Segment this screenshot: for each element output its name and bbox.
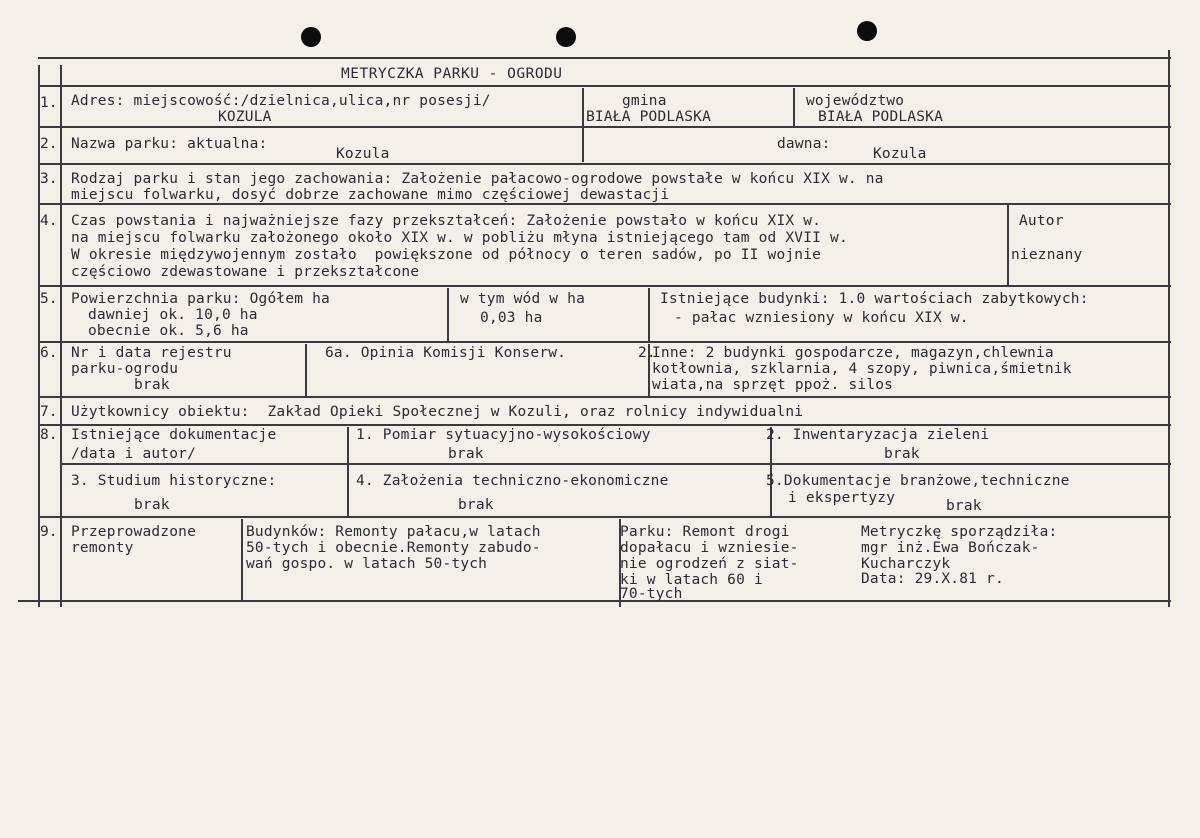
- building-renovations-line-2: 50-tych i obecnie.Remonty zabudo-: [246, 540, 541, 556]
- divider-r4: [1007, 205, 1009, 285]
- rule-bottom: [18, 600, 1171, 602]
- other-buildings-number: 2.: [638, 345, 656, 361]
- divider-r1-b: [793, 88, 795, 126]
- former-name-value: Kozula: [873, 146, 927, 162]
- area-former-value: dawniej ok. 10,0 ha: [88, 307, 258, 323]
- row-number-5: 5.: [40, 291, 58, 307]
- other-buildings-line-2: kotłownia, szklarnia, 4 szopy, piwnica,śmietnik: [652, 361, 1072, 377]
- register-value: brak: [134, 377, 170, 393]
- row-number-4: 4.: [40, 213, 58, 229]
- history-line-4: częściowo zdewastowane i przekształcone: [71, 264, 420, 280]
- voivodeship-value: BIAŁA PODLASKA: [818, 109, 944, 125]
- row-number-3: 3.: [40, 171, 58, 187]
- tech-econ-label: 4. Założenia techniczno-ekonomiczne: [356, 473, 669, 489]
- buildings-value: - pałac wzniesiony w końcu XIX w.: [674, 310, 969, 326]
- history-line-2: na miejscu folwarku założonego około XIX w. w pobliżu młyna istniejącego tam od XVII w.: [71, 230, 848, 246]
- historical-study-label: 3. Studium historyczne:: [71, 473, 277, 489]
- voivodeship-label: województwo: [806, 93, 905, 109]
- border-right: [1168, 50, 1170, 607]
- branch-docs-label-2: i ekspertyzy: [788, 490, 896, 506]
- author-value: nieznany: [1011, 247, 1083, 263]
- divider-r1-a: [582, 88, 584, 162]
- row-number-9: 9.: [40, 524, 58, 540]
- address-label: Adres: miejscowość:/dzielnica,ulica,nr posesji/: [71, 93, 491, 109]
- row-number-1: 1.: [40, 95, 58, 111]
- survey-value: brak: [448, 446, 484, 462]
- branch-docs-value: brak: [946, 498, 982, 514]
- park-renovations-line-4: ki w latach 60 i: [620, 572, 763, 588]
- park-type-line-2: miejscu folwarku, dosyć dobrze zachowane mimo częściowej dewastacji: [71, 187, 670, 203]
- greenery-inventory-value: brak: [884, 446, 920, 462]
- renovations-label-1: Przeprowadzone: [71, 524, 197, 540]
- park-renovations-line-1: Parku: Remont drogi: [620, 524, 790, 540]
- other-buildings-line-1: Inne: 2 budynki gospodarcze, magazyn,chlewnia: [652, 345, 1054, 361]
- building-renovations-line-3: wań gospo. w latach 50-tych: [246, 556, 488, 572]
- row-number-2: 2.: [40, 136, 58, 152]
- divider-r5-b: [648, 288, 650, 341]
- buildings-label: Istniejące budynki: 1.0 wartościach zabytkowych:: [660, 291, 1089, 307]
- building-renovations-line-1: Budynków: Remonty pałacu,w latach: [246, 524, 541, 540]
- park-name-label: Nazwa parku: aktualna:: [71, 136, 268, 152]
- card-title: METRYCZKA PARKU - OGRODU: [341, 66, 563, 82]
- water-area-label: w tym wód w ha: [460, 291, 586, 307]
- area-label: Powierzchnia parku: Ogółem ha: [71, 291, 330, 307]
- punch-hole-right: [857, 21, 877, 41]
- divider-r9-a: [241, 519, 243, 600]
- rule-row6: [38, 396, 1171, 398]
- rule-top: [38, 57, 1171, 59]
- other-buildings-line-3: wiata,na sprzęt ppoż. silos: [652, 377, 894, 393]
- divider-r6-a: [305, 344, 307, 396]
- rule-row8-mid: [60, 463, 1171, 465]
- renovations-label-2: remonty: [71, 540, 134, 556]
- docs-label-1: Istniejące dokumentacje: [71, 427, 277, 443]
- survey-label: 1. Pomiar sytuacyjno-wysokościowy: [356, 427, 651, 443]
- former-name-label: dawna:: [777, 136, 831, 152]
- park-name-value: Kozula: [336, 146, 390, 162]
- greenery-inventory-label: 2. Inwentaryzacja zieleni: [766, 427, 990, 443]
- rule-row2: [38, 163, 1171, 165]
- prepared-by-name-2: Kucharczyk: [861, 556, 951, 572]
- address-value: KOZULA: [218, 109, 272, 125]
- row-number-7: 7.: [40, 404, 58, 420]
- park-renovations-line-2: dopałacu i wzniesie-: [620, 540, 799, 556]
- author-label: Autor: [1019, 213, 1064, 229]
- rule-row8: [38, 516, 1171, 518]
- divider-r8-a: [347, 427, 349, 516]
- divider-r5-a: [447, 288, 449, 341]
- rule-row7: [38, 424, 1171, 426]
- area-current-value: obecnie ok. 5,6 ha: [88, 323, 249, 339]
- punch-hole-middle: [556, 27, 576, 47]
- branch-docs-label-1: 5.Dokumentacje branżowe,techniczne: [766, 473, 1070, 489]
- park-type-line-1: Rodzaj parku i stan jego zachowania: Założenie pałacowo-ogrodowe powstałe w końcu XIX w. na: [71, 171, 884, 187]
- register-label-2: parku-ogrodu: [71, 361, 179, 377]
- gmina-label: gmina: [622, 93, 667, 109]
- tech-econ-value: brak: [458, 497, 494, 513]
- rule-under-title: [38, 85, 1171, 87]
- users-line: Użytkownicy obiektu: Zakład Opieki Społecznej w Kozuli, oraz rolnicy indywidualni: [71, 404, 804, 420]
- prepared-date: Data: 29.X.81 r.: [861, 571, 1004, 587]
- rule-row4: [38, 285, 1171, 287]
- history-line-3: W okresie międzywojennym zostało powiększone od północy o teren sadów, po II wojnie: [71, 247, 822, 263]
- park-renovations-line-3: nie ogrodzeń z siat-: [620, 556, 799, 572]
- docs-label-2: /data i autor/: [71, 446, 197, 462]
- register-label-1: Nr i data rejestru: [71, 345, 232, 361]
- gmina-value: BIAŁA PODLASKA: [586, 109, 712, 125]
- rule-row1: [38, 126, 1171, 128]
- prepared-by-label: Metryczkę sporządziła:: [861, 524, 1058, 540]
- water-area-value: 0,03 ha: [480, 310, 543, 326]
- rule-row5: [38, 341, 1171, 343]
- park-renovations-line-5: 70-tych: [620, 586, 683, 602]
- row-number-6: 6.: [40, 345, 58, 361]
- row-number-8: 8.: [40, 427, 58, 443]
- punch-hole-left: [301, 27, 321, 47]
- rule-row3: [38, 203, 1171, 205]
- prepared-by-name-1: mgr inż.Ewa Bończak-: [861, 540, 1040, 556]
- conservation-opinion-label: 6a. Opinia Komisji Konserw.: [325, 345, 567, 361]
- historical-study-value: brak: [134, 497, 170, 513]
- history-line-1: Czas powstania i najważniejsze fazy przekształceń: Założenie powstało w końcu XIX w.: [71, 213, 822, 229]
- border-left-inner: [60, 65, 62, 607]
